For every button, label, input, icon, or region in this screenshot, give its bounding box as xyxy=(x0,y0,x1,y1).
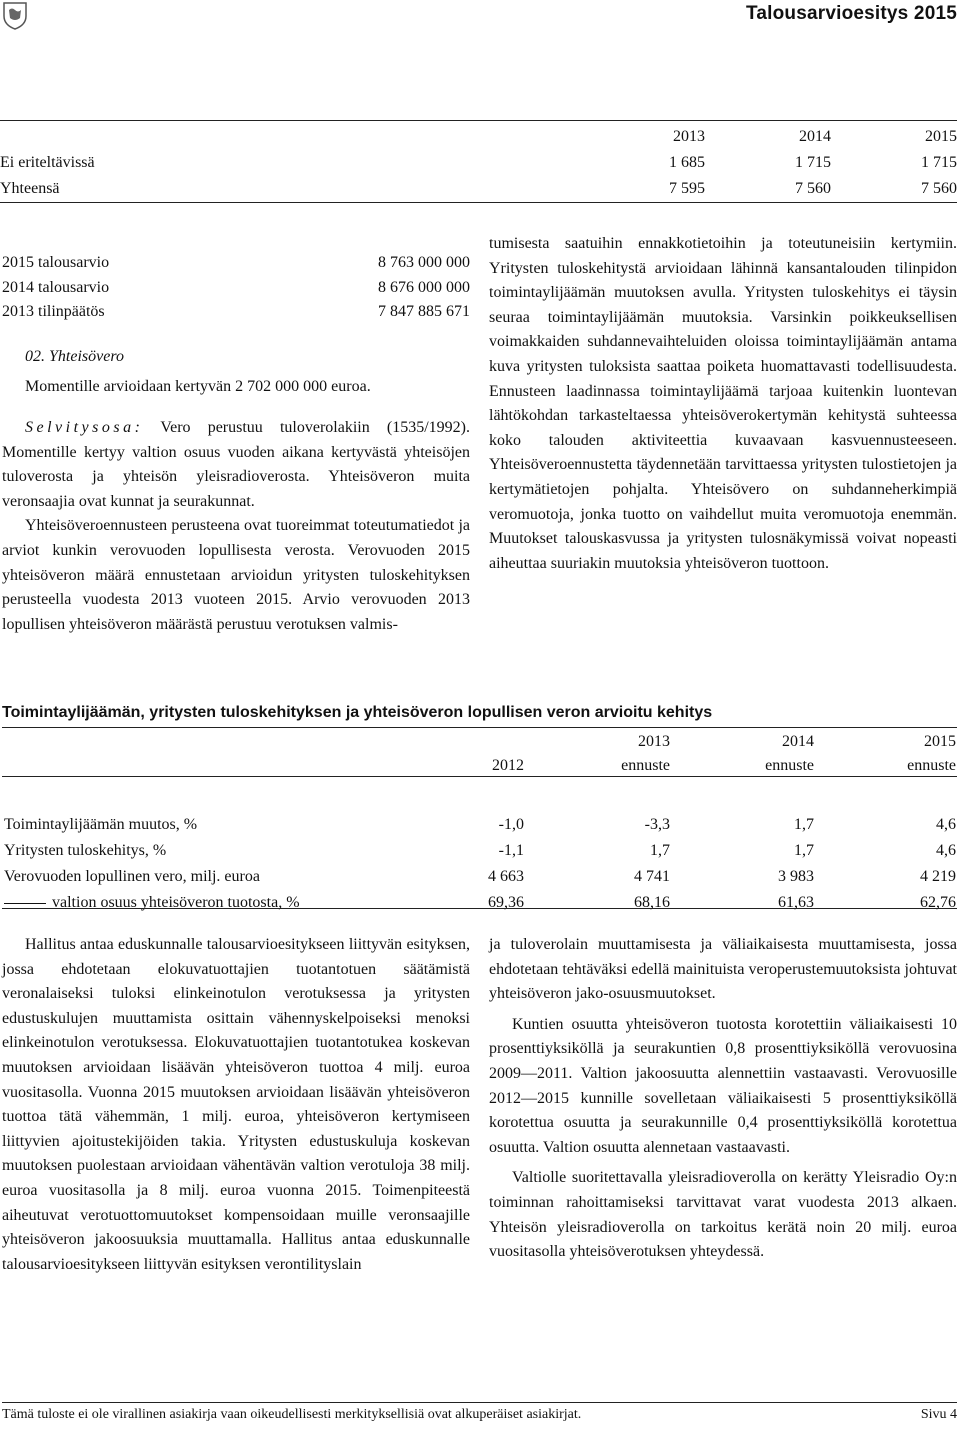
year-header: 2015 xyxy=(925,128,957,145)
forecast-header: ennuste xyxy=(765,757,814,774)
document-header-title: Talousarvioesitys 2015 xyxy=(745,3,957,24)
table-row: Yritysten tuloskehitys, % -1,1 1,7 1,7 4,6 xyxy=(4,838,956,864)
page-number: Sivu 4 xyxy=(920,1407,957,1422)
row-label: Verovuoden lopullinen vero, milj. euroa xyxy=(4,868,260,885)
selvitys-text: Vero perustuu tuloverolakiin (1535/1992). Momentille kertyy valtion osuus vuoden aikana kertyvästä yhteisöjen tuloverosta ja yhteisön yleisradioverosta. Yhteisöveron muita veronsaajia ovat kunnat ja seurakunnat. xyxy=(2,419,470,510)
section-body xyxy=(2,416,470,637)
budget-row: 2014 talousarvio 8 676 000 000 xyxy=(2,278,470,296)
section-paragraph: tumisesta saatuihin ennakkotietoihin ja toteutuneisiin kertymiin. Yritysten tuloskehitystä arvioidaan lähinnä kansantalouden tilinpidon toimintaylijäämän muutoksen avulla. Yritysten tuloskehitys ei täysin seuraa toimintaylijäämän muutoksia. Varsinkin poikkeuksellisen voimakkaiden suhdannevaihteluiden oloissa toimintaylijäämän antama kuva yritysten tuloksista saattaa poiketa huomattavasti todellisuudesta. Ennusteen laadinnassa toimintaylijäämä tarjoaa kuitenkin luontevan lähtökohdan tarkasteltaessa yhteisöverokertymän kehitystä suhteessa koko talouden aktiviteettia kuvaavaan kasvuennusteeseen. Yhteisöveroennustetta täydennetään tarvittaessa yritysten tulostietojen ja kertymätietojen pohjalta. Yhteisövero on suhdanneherkimpiä veromuotoja, jonka tuotto on vaihdellut muita veromuotoja enemmän. Muutokset talouskasvussa ja yritysten tulosnäkymissä voivat nopeasti aiheuttaa suuriakin muutoksia yhteisöveron tuottoon. xyxy=(489,235,957,572)
year-header: 2013 xyxy=(638,733,670,750)
table-row: Verovuoden lopullinen vero, milj. euroa 4 663 4 741 3 983 4 219 xyxy=(4,864,956,890)
table-row: valtion osuus yhteisöveron tuotosta, % 69,36 68,16 61,63 62,76 xyxy=(4,890,956,916)
table-header-row xyxy=(0,124,957,150)
row-label: Ei eriteltävissä xyxy=(0,154,95,171)
forecast-header: ennuste xyxy=(907,757,956,774)
cell-value: 7 595 xyxy=(669,180,705,197)
row-label: Yhteensä xyxy=(0,180,60,197)
section-intro: Momentille arvioidaan kertyvän 2 702 000 000 euroa. xyxy=(25,378,371,395)
body-paragraph: Kuntien osuutta yhteisöveron tuotosta korotettiin väliaikaisesti 10 prosenttiyksiköllä ja seurakuntien 0,8 prosenttiyksiköllä verovuosina 2009—2011. Valtion jakoosuutta alennettiin vastaavasti. Verovuosille 2012—2015 kunnille sovelletaan väliaikaisesti 5 prosenttiyksiköllä korotettua osuutta ja seurakunnille 0,4 prosenttiyksiköllä korotettua osuutta. Valtion osuutta alennetaan vastaavasti. xyxy=(489,1015,957,1156)
coat-of-arms-icon xyxy=(0,0,30,30)
rule xyxy=(0,202,957,203)
footer-rule xyxy=(2,1402,957,1403)
row-label: valtion osuus yhteisöveron tuotosta, % xyxy=(52,894,300,911)
table-row: Toimintaylijäämän muutos, % -1,0 -3,3 1,7 4,6 xyxy=(4,812,956,838)
section-right-column xyxy=(489,232,957,576)
row-label: Toimintaylijäämän muutos, % xyxy=(4,816,198,833)
cell-value: 7 560 xyxy=(795,180,831,197)
section-paragraph: Yhteisöveroennusteen perusteena ovat tuoreimmat toteutumatiedot ja arviot kunkin verovuoden lopullisesta verosta. Verovuoden 2015 yhteisöveron määrä ennustetaan arvioidun yritysten tuloskehityksen perusteella vuodesta 2013 vuoteen 2015. Arvio verovuoden 2013 lopullisen yhteisöveron määrästä perustuu verotuksen valmis- xyxy=(2,517,470,633)
cell-value: 1 715 xyxy=(795,154,831,171)
body-paragraph: Hallitus antaa eduskunnalle talousarvioesitykseen liittyvän esityksen, jossa ehdotetaan elokuvatuottajien tuotantotuen säätämistä veronalaiseksi tuloksi elinkeinotulon verotuksessa ja yritysten edustuskulujen muuttamista osittain vähennyskelpoiseksi menoksi elinkeinotulon verotuksessa. Elokuvatuottajien tuotantotukea koskevan muutoksen arvioidaan lisäävän yhteisöveron tuottoa 4 milj. euroa vuositasolla. Vuonna 2015 muutoksen arvioidaan lisäävän yhteisöveron tuottoa tätä vähemmän, 1 milj. euroa, yhteisöveron kertymiseen liittyvien ajoitustekijöiden takia. Yritysten edustuskuluja koskevan muutoksen puolestaan arvioidaan vähentävän valtion verotuloja 38 milj. euroa vuositasolla ja 8 milj. euroa vuonna 2015. Toimenpiteestä aiheutuvat verotuottomuutokset kompensoidaan muille veronsaajille yhteisöveron jakoosuuksia muuttamalla. Hallitus antaa eduskunnalle talousarvioesitykseen liittyvän esityksen verontilityslain xyxy=(2,936,470,1273)
year-header: 2014 xyxy=(799,128,831,145)
table-row xyxy=(0,176,957,202)
budget-row: 2013 tilinpäätös 7 847 885 671 xyxy=(2,303,470,320)
table-row xyxy=(0,150,957,176)
forecast-header: ennuste xyxy=(621,757,670,774)
section-title: 02. Yhteisövero xyxy=(25,348,124,365)
footer xyxy=(2,1407,957,1423)
forecast-table xyxy=(4,730,956,916)
body-paragraph: Valtiolle suoritettavalla yleisradioverolla on kerätty Yleisradio Oy:n toiminnan rahoittamiseksi tarvittavat varat vuodesta 2013 alkaen. Yhteisön yleisradioverolla on tarkoitus kerätä noin 20 milj. euroa vuositasolla yhteisöverotuksen yhteydessä. xyxy=(489,1169,957,1261)
row-label: Yritysten tuloskehitys, % xyxy=(4,842,167,859)
table-header-row xyxy=(4,730,956,754)
year-header: 2013 xyxy=(673,128,705,145)
lower-right-column xyxy=(489,933,957,1265)
rule xyxy=(2,727,957,728)
body-paragraph: ja tuloverolain muuttamisesta ja väliaikaisesta muuttamisesta, jossa ehdotetaan tehtäväksi edellä mainituista veroperustemuutoksista johtuvat yhteisöveron jako-osuusmuutokset. xyxy=(489,936,957,1003)
lower-left-column xyxy=(2,933,470,1277)
year-header: 2015 xyxy=(924,733,956,750)
table-title: Toimintaylijäämän, yritysten tuloskehityksen ja yhteisöveron lopullisen veron arvioitu kehitys xyxy=(2,704,713,721)
budget-figures xyxy=(2,251,470,325)
table-header-row xyxy=(4,754,956,778)
rule xyxy=(2,776,957,777)
cell-value: 7 560 xyxy=(921,180,957,197)
year-header: 2014 xyxy=(782,733,814,750)
footer-note: Tämä tuloste ei ole virallinen asiakirja vaan oikeudellisesti merkityksellisiä ovat alkuperäiset asiakirjat. xyxy=(2,1407,582,1422)
cell-value: 1 685 xyxy=(669,154,705,171)
rule xyxy=(0,120,957,121)
rule xyxy=(2,908,957,909)
year-header: 2012 xyxy=(492,757,524,774)
dash-rule xyxy=(4,903,46,904)
employees-table xyxy=(0,124,957,202)
cell-value: 1 715 xyxy=(921,154,957,171)
budget-row: 2015 talousarvio 8 763 000 000 xyxy=(2,254,470,271)
selvitys-label: Selvitysosa: xyxy=(25,419,144,436)
